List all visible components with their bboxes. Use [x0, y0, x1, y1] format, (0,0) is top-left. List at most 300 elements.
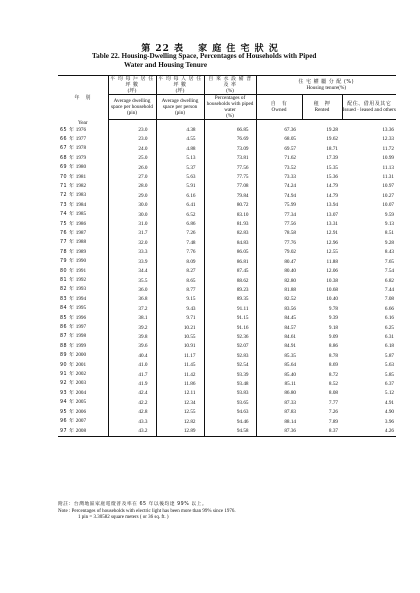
rented-cell: 9.39: [328, 315, 338, 322]
housing-table: [58, 75, 396, 437]
piped-water-cell: 86.05: [204, 248, 256, 257]
year-cell: [58, 323, 108, 332]
rented-cell: 15.35: [326, 164, 338, 171]
year-cell-zh: 72 年: [60, 193, 75, 199]
rented-cell: 7.26: [328, 409, 338, 416]
rented-cell: 8.37: [302, 427, 342, 437]
issued-cell: 12.33: [382, 136, 394, 143]
table-row: [58, 163, 396, 172]
year-cell-zh: 87 年: [60, 334, 75, 340]
year-header-en: Year: [77, 119, 88, 126]
year-cell-zh: 70 年: [60, 174, 75, 180]
owned-cell: 84.57: [284, 324, 296, 331]
owned-cell: 80.47: [284, 258, 296, 265]
year-cell-en: 2000: [75, 352, 87, 359]
avg-household-cell: 36.0: [108, 285, 156, 294]
issued-header: 配住、借用及其它 Issued · leased and others: [342, 95, 396, 120]
avg-person-header-en: Average dwelling space per person (pin): [156, 95, 204, 120]
piped-water-cell: 79.84: [204, 191, 256, 200]
issued-cell: 5.12: [384, 390, 394, 397]
issued-cell: 9.13: [384, 221, 394, 228]
piped-water-cell: 91.15: [204, 314, 256, 323]
table-body: [58, 126, 396, 437]
table-row: [58, 408, 396, 417]
avg-household-cell: 31.0: [108, 220, 156, 229]
owned-cell: 82.52: [284, 296, 296, 303]
year-cell: [58, 220, 108, 229]
rented-cell: 8.08: [328, 390, 338, 397]
avg-household-cell: 35.5: [108, 276, 156, 285]
avg-person-cell: 12.34: [156, 398, 204, 407]
rented-cell: 19.28: [326, 127, 338, 133]
year-cell: [58, 163, 108, 172]
avg-household-cell: 25.0: [108, 154, 156, 163]
avg-person-cell: 7.76: [156, 248, 204, 257]
table-row: [58, 332, 396, 341]
table-row: [58, 351, 396, 360]
year-cell-en: 1989: [75, 248, 87, 255]
year-cell-zh: 78 年: [60, 249, 75, 255]
avg-person-cell: 10.55: [156, 332, 204, 341]
piped-water-cell: 77.56: [204, 163, 256, 172]
piped-water-cell: 93.48: [204, 379, 256, 388]
avg-person-cell: 11.86: [156, 379, 204, 388]
rented-cell: 8.78: [328, 352, 338, 359]
table-row: [58, 398, 396, 407]
rented-cell: 7.89: [328, 418, 338, 425]
piped-water-cell: 80.72: [204, 201, 256, 210]
year-cell: [58, 135, 108, 144]
piped-water-cell: 73.09: [204, 144, 256, 153]
year-cell-en: 1982: [75, 182, 87, 189]
table-row: [58, 135, 396, 144]
rented-cell: 9.09: [328, 333, 338, 340]
table-row: [58, 314, 396, 323]
table-row: [58, 154, 396, 163]
year-cell-en: 2002: [75, 371, 87, 378]
owned-cell: 71.62: [284, 155, 296, 162]
year-cell-zh: 80 年: [60, 268, 75, 274]
piped-water-cell: 89.35: [204, 295, 256, 304]
avg-person-cell: 9.15: [156, 295, 204, 304]
issued-cell: 6.16: [384, 315, 394, 322]
rented-cell: 8.86: [328, 343, 338, 350]
issued-cell: 10.99: [382, 155, 394, 162]
year-cell-en: 1979: [75, 154, 87, 161]
avg-household-cell: 39.6: [108, 342, 156, 351]
issued-cell: 8.51: [384, 230, 394, 237]
year-header: [58, 76, 108, 120]
year-cell: [58, 126, 108, 135]
avg-person-cell: 12.55: [156, 408, 204, 417]
year-cell-zh: 67 年: [60, 146, 75, 152]
avg-household-cell: 39.8: [108, 332, 156, 341]
avg-household-cell: 23.0: [108, 126, 156, 135]
year-cell: [58, 361, 108, 370]
year-cell-en: 1992: [75, 277, 87, 283]
rented-cell: 12.96: [326, 239, 338, 246]
owned-cell: 74.24: [284, 183, 296, 190]
table-row: [58, 267, 396, 276]
year-cell-zh: 95 年: [60, 409, 75, 415]
piped-water-cell: 91.16: [204, 323, 256, 332]
rented-cell: 19.62: [326, 136, 338, 143]
year-cell-zh: 65 年: [60, 127, 75, 133]
piped-water-cell: 94.63: [204, 408, 256, 417]
avg-person-cell: 11.17: [156, 351, 204, 360]
table-row: [58, 220, 396, 229]
avg-person-cell: 5.63: [156, 173, 204, 182]
year-cell: [58, 238, 108, 247]
year-cell-en: 2001: [75, 361, 87, 368]
issued-cell: 6.37: [384, 380, 394, 387]
rented-cell: 8.69: [328, 362, 338, 369]
piped-water-cell: 92.07: [204, 342, 256, 351]
piped-water-cell: 84.83: [204, 238, 256, 247]
rented-cell: 10.68: [326, 286, 338, 293]
avg-person-cell: 9.43: [156, 304, 204, 313]
title-english-line-2: Water and Housing Tenure: [124, 61, 208, 69]
avg-household-cell: 38.1: [108, 314, 156, 323]
avg-household-cell: 41.7: [108, 370, 156, 379]
piped-water-cell: 91.11: [204, 304, 256, 313]
owned-cell: 84.45: [284, 315, 296, 322]
owned-cell: 73.33: [284, 174, 296, 181]
year-cell-en: 2008: [75, 427, 87, 434]
table-row: [58, 342, 396, 351]
issued-cell: 10.97: [382, 183, 394, 190]
avg-person-cell: 8.27: [156, 267, 204, 276]
footnotes: [58, 502, 398, 522]
year-cell-en: 1987: [75, 229, 87, 236]
year-cell-en: 2006: [75, 408, 87, 415]
avg-household-cell: 31.7: [108, 229, 156, 238]
issued-cell: 7.65: [384, 258, 394, 265]
rented-header: 租 押 Rented: [302, 95, 342, 120]
owned-cell: 83.56: [284, 305, 296, 312]
issued-cell: 9.28: [384, 239, 394, 246]
avg-person-cell: 9.71: [156, 314, 204, 323]
rented-cell: 7.77: [328, 399, 338, 406]
owned-cell: 75.99: [284, 202, 296, 209]
year-cell-en: 1995: [75, 305, 87, 312]
year-cell-en: 1990: [75, 258, 87, 265]
year-cell-zh: 77 年: [60, 240, 75, 246]
owned-cell: 81.88: [284, 286, 296, 293]
rented-cell: 9.78: [328, 305, 338, 312]
year-cell-zh: 81 年: [60, 278, 75, 283]
year-cell-en: 1994: [75, 295, 87, 302]
avg-person-cell: 5.13: [156, 154, 204, 163]
avg-household-cell: 42.8: [108, 408, 156, 417]
issued-cell: 6.66: [384, 305, 394, 312]
year-cell: [58, 342, 108, 351]
avg-household-cell: 42.2: [108, 398, 156, 407]
table-row: [58, 144, 396, 153]
issued-cell: 6.82: [384, 277, 394, 284]
piped-water-cell: 86.81: [204, 257, 256, 266]
year-cell-zh: 79 年: [60, 259, 75, 265]
year-cell-en: 2004: [75, 389, 87, 396]
year-cell: [58, 314, 108, 323]
owned-cell: 73.52: [284, 164, 296, 171]
piped-water-cell: 92.83: [204, 351, 256, 360]
year-cell-en: 1984: [75, 201, 87, 208]
year-cell: [58, 210, 108, 219]
avg-person-cell: 11.42: [156, 370, 204, 379]
year-cell: [58, 370, 108, 379]
owned-cell: 82.80: [284, 277, 296, 284]
year-cell-zh: 66 年: [60, 136, 75, 142]
avg-household-cell: 29.0: [108, 191, 156, 200]
avg-person-cell: 5.91: [156, 182, 204, 191]
avg-household-header-zh: 平 均 每 戶 居 住 坪 數 (坪): [108, 76, 156, 95]
table-row: [58, 276, 396, 285]
avg-person-cell: 11.45: [156, 361, 204, 370]
avg-person-cell: 8.65: [156, 276, 204, 285]
avg-household-header-en: Average dwelling space per household (pin): [108, 95, 156, 120]
avg-household-cell: 23.0: [108, 135, 156, 144]
rented-cell: 13.07: [326, 211, 338, 218]
year-cell-en: 1999: [75, 342, 87, 349]
tenure-header: 住 宅 權 屬 分 配 (%) Housing tenure(%): [256, 76, 396, 95]
year-cell: [58, 417, 108, 426]
year-cell-en: 1978: [75, 145, 87, 152]
note-unit: 1 pin = 3.30582 square meters ( or 36 sq. ft. ): [78, 515, 169, 520]
owned-cell: 68.05: [284, 136, 296, 143]
issued-cell: 13.36: [382, 127, 394, 133]
avg-person-cell: 10.21: [156, 323, 204, 332]
avg-person-cell: 12.11: [156, 389, 204, 398]
year-cell: [58, 201, 108, 210]
avg-person-cell: 7.26: [156, 229, 204, 238]
rented-cell: 10.38: [326, 277, 338, 284]
piped-water-cell: 93.39: [204, 370, 256, 379]
issued-cell: 3.96: [384, 418, 394, 425]
year-cell-en: 1977: [75, 135, 87, 142]
avg-person-cell: 12.89: [156, 427, 204, 437]
year-header-zh: 年 別: [74, 94, 91, 101]
year-cell-en: 1991: [75, 267, 87, 274]
note-chinese: 附註：台灣地區家庭電燈普及率在 65 年以後均達 99% 以上。: [58, 502, 208, 507]
avg-person-cell: 8.77: [156, 285, 204, 294]
avg-person-cell: 6.41: [156, 201, 204, 210]
issued-cell: 6.18: [384, 343, 394, 350]
avg-person-cell: 6.86: [156, 220, 204, 229]
rented-cell: 13.94: [326, 202, 338, 209]
year-cell-en: 1996: [75, 314, 87, 321]
year-cell-zh: 76 年: [60, 230, 75, 236]
avg-household-cell: 30.0: [108, 210, 156, 219]
issued-cell: 4.26: [342, 427, 396, 437]
avg-household-cell: 36.8: [108, 295, 156, 304]
rented-cell: 9.18: [328, 324, 338, 331]
rented-cell: 14.79: [326, 192, 338, 199]
year-cell-en: 2005: [75, 399, 87, 406]
piped-water-cell: 93.65: [204, 398, 256, 407]
table-row: [58, 182, 396, 191]
owned-cell: 84.91: [284, 343, 296, 350]
issued-cell: 8.43: [384, 249, 394, 256]
year-cell-zh: 75 年: [60, 221, 75, 227]
avg-person-cell: 7.48: [156, 238, 204, 247]
piped-water-cell: 93.83: [204, 389, 256, 398]
issued-cell: 7.44: [384, 286, 394, 293]
piped-water-cell: 94.46: [204, 417, 256, 426]
year-cell: [58, 267, 108, 276]
table-row: [58, 304, 396, 313]
year-cell-zh: 93 年: [60, 390, 75, 396]
year-cell-en: 1985: [75, 211, 87, 218]
table-row: [58, 417, 396, 426]
piped-water-header-en: Percentages of households with piped water (%): [204, 95, 256, 120]
piped-water-cell: 83.10: [204, 210, 256, 219]
avg-person-cell: 6.52: [156, 210, 204, 219]
owned-header: 自 有 Owned: [256, 95, 302, 120]
year-cell-en: 1988: [75, 239, 87, 246]
piped-water-cell: 89.23: [204, 285, 256, 294]
year-cell-zh: 74 年: [60, 212, 75, 218]
issued-cell: 10.27: [382, 192, 394, 199]
year-cell-en: 1998: [75, 333, 87, 340]
year-cell-zh: 86 年: [60, 325, 75, 331]
owned-cell: 84.61: [284, 333, 296, 340]
year-cell: [58, 408, 108, 417]
year-cell: [58, 295, 108, 304]
avg-person-header-zh: 平 均 每 人 居 住 坪 數 (坪): [156, 76, 204, 95]
avg-person-cell: 4.88: [156, 144, 204, 153]
rented-cell: 18.71: [326, 145, 338, 152]
year-cell-zh: 82 年: [60, 287, 75, 293]
avg-person-cell: 4.38: [156, 126, 204, 135]
avg-household-cell: 42.4: [108, 389, 156, 398]
table-row: [58, 201, 396, 210]
year-cell-zh: 91 年: [60, 372, 75, 378]
table-title-english: [92, 52, 392, 70]
piped-water-cell: 76.69: [204, 135, 256, 144]
title-english-line-1: Table 22. Housing-Dwelling Space, Percentages of Households with Piped: [92, 52, 317, 60]
issued-cell: 6.25: [384, 324, 394, 331]
owned-cell: 67.36: [284, 127, 296, 133]
table-row: [58, 191, 396, 200]
owned-cell: 87.83: [284, 409, 296, 416]
year-cell-zh: 97 年: [60, 428, 75, 434]
issued-cell: 5.87: [384, 352, 394, 359]
rented-cell: 13.31: [326, 221, 338, 228]
year-cell-en: 2003: [75, 380, 87, 387]
year-cell-zh: 96 年: [60, 419, 75, 425]
year-cell-zh: 85 年: [60, 315, 75, 321]
owned-cell: 69.57: [284, 145, 296, 152]
year-cell-zh: 88 年: [60, 343, 75, 349]
year-cell: [58, 248, 108, 257]
avg-person-cell: 5.37: [156, 163, 204, 172]
avg-household-cell: 30.0: [108, 201, 156, 210]
year-cell-en: 1980: [75, 164, 87, 171]
rented-cell: 12.91: [326, 230, 338, 237]
owned-cell: 86.80: [284, 390, 296, 397]
owned-cell: 77.34: [284, 211, 296, 218]
issued-cell: 10.07: [382, 202, 394, 209]
issued-cell: 9.59: [384, 211, 394, 218]
year-cell: [58, 398, 108, 407]
year-cell-en: 1986: [75, 220, 87, 227]
table-row: [58, 126, 396, 135]
issued-cell: 5.63: [384, 362, 394, 369]
owned-cell: 77.76: [284, 239, 296, 246]
piped-water-cell: 77.75: [204, 173, 256, 182]
year-cell-zh: 83 年: [60, 296, 75, 302]
year-cell: [58, 276, 108, 285]
owned-cell: 85.64: [284, 362, 296, 369]
avg-household-cell: 43.3: [108, 417, 156, 426]
year-cell: [58, 229, 108, 238]
year-cell: [58, 182, 108, 191]
piped-water-cell: 92.54: [204, 361, 256, 370]
issued-cell: 4.91: [384, 399, 394, 406]
avg-household-cell: 40.4: [108, 351, 156, 360]
owned-cell: 74.94: [284, 192, 296, 199]
rented-cell: 10.40: [326, 296, 338, 303]
rented-cell: 15.36: [326, 174, 338, 181]
issued-cell: 6.31: [384, 333, 394, 340]
owned-cell: 79.02: [284, 249, 296, 256]
avg-household-cell: 41.9: [108, 379, 156, 388]
rented-cell: 17.39: [326, 155, 338, 162]
avg-household-cell: 26.0: [108, 163, 156, 172]
year-cell: [58, 351, 108, 360]
year-cell-zh: 90 年: [60, 362, 75, 368]
year-cell-zh: 71 年: [60, 183, 75, 189]
owned-cell: 80.40: [284, 268, 296, 275]
issued-cell: 11.31: [382, 174, 394, 181]
table-row: [58, 323, 396, 332]
year-cell-en: 1997: [75, 324, 87, 331]
avg-household-cell: 37.2: [108, 304, 156, 313]
year-cell-en: 1983: [75, 192, 87, 199]
year-cell: [58, 191, 108, 200]
year-cell: [58, 304, 108, 313]
issued-cell: 7.08: [384, 296, 394, 303]
table-row: [58, 361, 396, 370]
piped-water-cell: 77.08: [204, 182, 256, 191]
table-row: [58, 370, 396, 379]
avg-household-cell: 33.9: [108, 257, 156, 266]
rented-cell: 12.55: [326, 249, 338, 256]
issued-cell: 4.90: [384, 409, 394, 416]
rented-cell: 8.72: [328, 371, 338, 378]
table-row: [58, 248, 396, 257]
avg-household-cell: 33.3: [108, 248, 156, 257]
table-row: [58, 379, 396, 388]
owned-cell: 87.36: [256, 427, 302, 437]
owned-cell: 85.11: [284, 380, 296, 387]
rented-cell: 12.06: [326, 268, 338, 275]
table-row: [58, 238, 396, 247]
table-row: [58, 295, 396, 304]
avg-household-cell: 43.2: [108, 427, 156, 437]
year-cell: [58, 379, 108, 388]
table-row: [58, 389, 396, 398]
piped-water-cell: 87.45: [204, 267, 256, 276]
owned-cell: 85.35: [284, 352, 296, 359]
avg-household-cell: 41.0: [108, 361, 156, 370]
year-cell-zh: 92 年: [60, 381, 75, 387]
piped-water-cell: 73.81: [204, 154, 256, 163]
owned-cell: 87.33: [284, 399, 296, 406]
year-cell-en: 1981: [75, 173, 87, 180]
issued-cell: 11.13: [382, 164, 394, 171]
